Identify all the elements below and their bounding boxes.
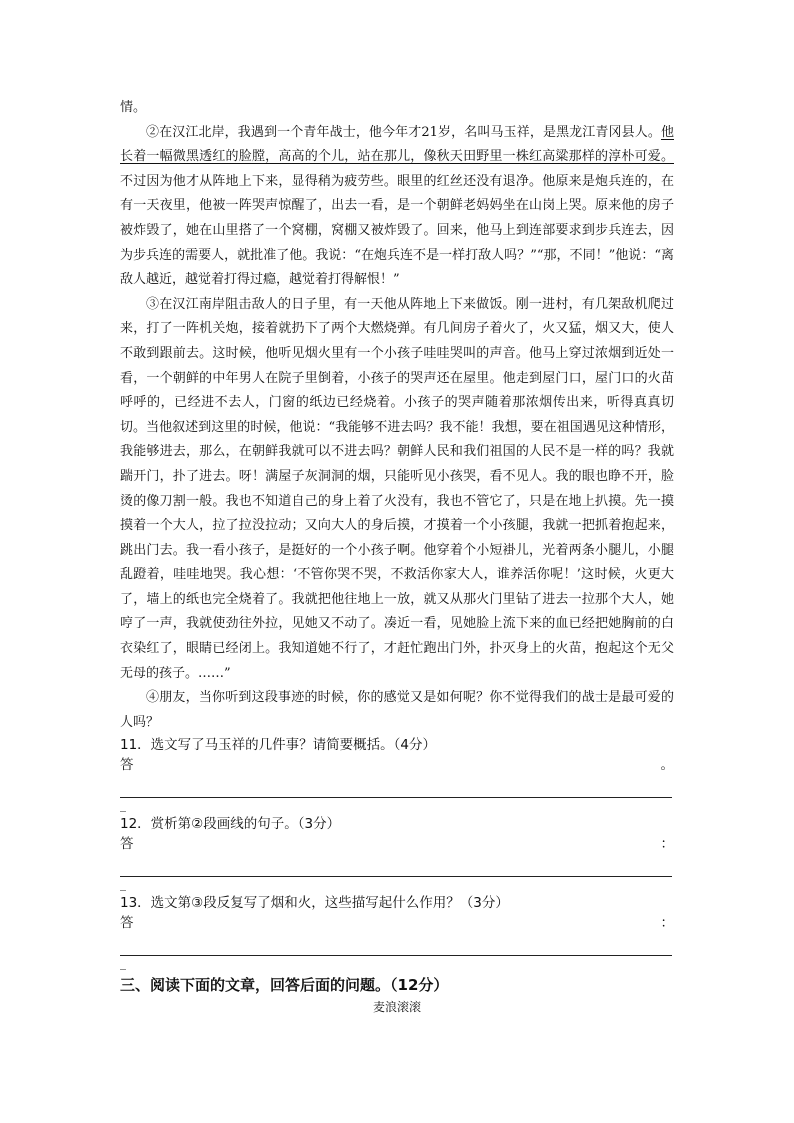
answer-label: 答 xyxy=(120,836,134,853)
answer-row xyxy=(120,834,674,854)
passage-fragment: 情。 xyxy=(120,100,147,115)
paragraph-2 xyxy=(120,121,674,293)
question-text: 12．赏析第②段画线的句子。（3分） xyxy=(120,816,341,833)
section-heading: 三、阅读下面的文章，回答后面的问题。（12分） xyxy=(120,976,449,995)
answer-tick: _ xyxy=(120,877,126,892)
answer-tick: _ xyxy=(120,956,126,971)
paragraph-4: ④朋友，当你听到这段事迹的时候，你的感觉又是如何呢？你不觉得我们的战士是最可爱的人吗？ xyxy=(120,690,674,730)
question-text: 11．选文写了马玉祥的几件事？请简要概括。（4分） xyxy=(120,737,437,754)
paragraph-2-body: 不过因为他才从阵地上下来，显得稍为疲劳些。眼里的红丝还没有退净。他原来是炮兵连的，在有一天夜里，他被一阵哭声惊醒了，出去一看，是一个朝鲜老妈妈坐在山岗上哭。原来他的房子被炸毁了，她在山里搭了一个窝棚，窝棚又被炸毁了。回来，他马上到连部要求到步兵连去，因为步兵连的需要人，就批准了他。我说：“在炮兵连不是一样打敌人吗？”“那，不同！”他说：“离敌人越近，越觉着打得过瘾，越觉着打得解恨！” xyxy=(120,173,674,288)
answer-label: 答 xyxy=(120,915,134,932)
question-11 xyxy=(120,735,674,812)
answer-row xyxy=(120,913,674,933)
answer-end-mark: 。 xyxy=(660,757,674,774)
paragraph-2-intro: ②在汉江北岸，我遇到一个青年战士，他今年才21岁，名叫马玉祥，是黑龙江青冈县人。 xyxy=(146,124,661,140)
answer-line[interactable] xyxy=(120,854,672,877)
answer-line[interactable] xyxy=(120,933,672,956)
question-13 xyxy=(120,893,674,970)
document-page xyxy=(120,96,674,1015)
answer-end-mark: ： xyxy=(660,836,674,853)
answer-row xyxy=(120,755,674,775)
answer-label: 答 xyxy=(120,757,134,774)
article-title: 麦浪滚滚 xyxy=(372,1000,421,1015)
answer-line[interactable] xyxy=(120,775,672,798)
question-text: 13．选文第③段反复写了烟和火，这些描写起什么作用？（3分） xyxy=(120,895,509,912)
paragraph-3: ③在汉江南岸阻击敌人的日子里，有一天他从阵地上下来做饭。刚一进村，有几架敌机爬过来，打了一阵机关炮，接着就扔下了两个大燃烧弹。有几间房子着火了，火又猛，烟又大，使人不敢到跟前去。这时候，他听见烟火里有一个小孩子哇哇哭叫的声音。他马上穿过浓烟到近处一看，一个朝鲜的中年男人在院子里倒着，小孩子的哭声还在屋里。他走到屋门口，屋门口的火苗呼呼的，已经进不去人，门窗的纸边已经烧着。小孩子的哭声随着那浓烟传出来，听得真真切切。当他叙述到这里的时候，他说：“我能够不进去吗？我不能！我想，要在祖国遇见这种情形，我能够进去，那么，在朝鲜我就可以不进去吗？朝鲜人民和我们祖国的人民不是一样的吗？我就踹开门，扑了进去。呀！满屋子灰洞洞的烟，只能听见小孩哭，看不见人。我的眼也睁不开，脸烫的像刀割一般。我也不知道自己的身上着了火没有，我也不管它了，只是在地上扒摸。先一摸摸着一个大人，拉了拉没拉动；又向大人的身后摸，才摸着一个小孩腿，我就一把抓着抱起来，跳出门去。我一看小孩子，是挺好的一个小孩子啊。他穿着个小短褂儿，光着两条小腿儿，小腿乱蹬着，哇哇地哭。我心想：‘不管你哭不哭，不救活你家大人，谁养活你呢！’这时候，火更大了，墙上的纸也完全烧着了。我就把他往地上一放，就又从那火门里钻了进去一拉那个大人，她哼了一声，我就使劲往外拉，见她又不动了。凑近一看，见她脸上流下来的血已经把她胸前的白衣染红了，眼睛已经闭上。我知道她不行了，才赶忙跑出门外，扑灭身上的火苗，抱起这个无父无母的孩子。……” xyxy=(120,296,674,681)
answer-tick: _ xyxy=(120,798,126,813)
underlined-sentence: 他长着一幅微黑透红的脸膛，高高的个儿，站在那儿，像秋天田野里一株红高粱那样的淳朴可爱。 xyxy=(120,124,674,165)
question-12 xyxy=(120,814,674,891)
answer-end-mark: ： xyxy=(660,915,674,932)
